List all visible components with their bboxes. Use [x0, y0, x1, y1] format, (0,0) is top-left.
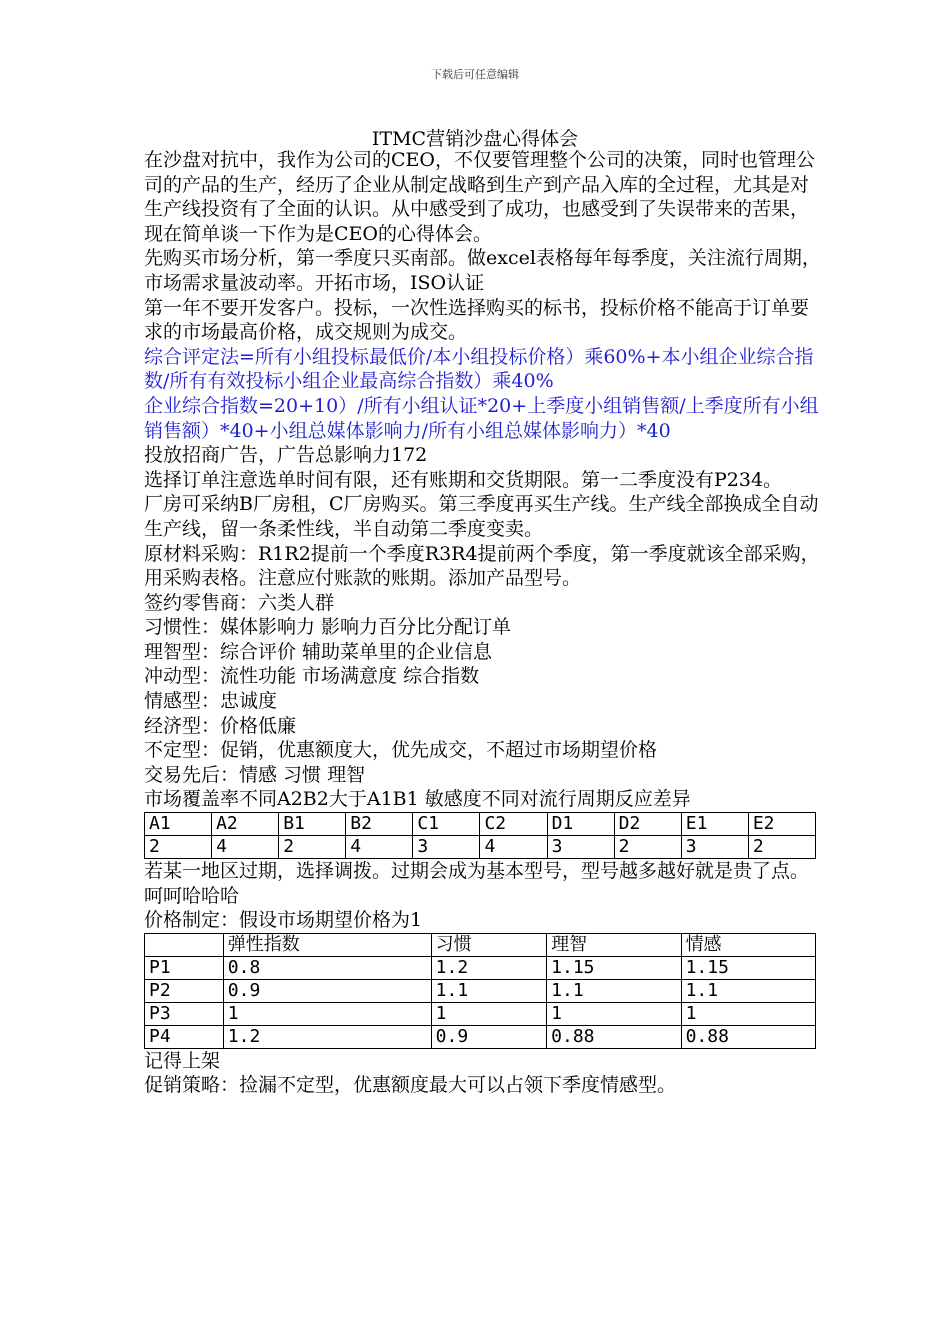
table-cell: 0.9	[431, 1025, 547, 1048]
table-cell: B1	[279, 813, 346, 836]
paragraph: 若某一地区过期，选择调拨。过期会成为基本型号，型号越多越好就是贵了点。呵呵哈哈哈	[144, 860, 810, 907]
table-cell: 2	[614, 836, 681, 859]
paragraph: 价格制定：假设市场期望价格为1	[144, 909, 423, 932]
table-cell: E1	[681, 813, 748, 836]
table-cell: 1.1	[681, 979, 815, 1002]
table-cell: 习惯	[431, 933, 547, 956]
table-cell: 1.2	[431, 956, 547, 979]
table-cell: 0.88	[547, 1025, 681, 1048]
market-coverage-table	[144, 812, 816, 859]
table-row	[145, 836, 816, 859]
table-cell: 2	[279, 836, 346, 859]
table-cell: 1	[547, 1002, 681, 1025]
table-cell: D1	[547, 813, 614, 836]
table-cell: 1.15	[547, 956, 681, 979]
table-cell: 2	[145, 836, 212, 859]
table-cell: 0.8	[223, 956, 431, 979]
table-cell: 1	[681, 1002, 815, 1025]
table-cell: 弹性指数	[223, 933, 431, 956]
table-row	[145, 933, 816, 956]
paragraph: 记得上架	[144, 1049, 221, 1072]
paragraph: 选择订单注意选单时间有限，还有账期和交货期限。第一二季度没有P234。	[144, 468, 783, 491]
formula-paragraph: 企业综合指数=20+10）/所有小组认证*20+上季度小组销售额/上季度所有小组销售额）*40+小组总媒体影响力/所有小组总媒体影响力）*40	[144, 394, 819, 442]
table-cell: A2	[212, 813, 279, 836]
table-cell: 3	[681, 836, 748, 859]
paragraph: 厂房可采纳B厂房租，C厂房购买。第三季度再买生产线。生产线全部换成全自动生产线，留一条柔性线，半自动第二季度变卖。	[144, 493, 819, 540]
table-cell: 0.88	[681, 1025, 815, 1048]
table-cell: 4	[346, 836, 413, 859]
paragraph: 交易先后：情感 习惯 理智	[144, 763, 366, 786]
table-cell: P2	[145, 979, 224, 1002]
paragraph: 经济型：价格低廉	[144, 714, 297, 737]
table-cell: 理智	[547, 933, 681, 956]
table-cell: E2	[748, 813, 815, 836]
table-cell: A1	[145, 813, 212, 836]
table-cell: B2	[346, 813, 413, 836]
table-cell: 情感	[681, 933, 815, 956]
table-row	[145, 956, 816, 979]
document-title: ITMC营销沙盘心得体会	[371, 128, 579, 150]
paragraph: 不定型：促销，优惠额度大，优先成交，不超过市场期望价格	[144, 739, 658, 762]
table-row	[145, 979, 816, 1002]
paragraph: 理智型：综合评价 辅助菜单里的企业信息	[144, 640, 493, 663]
table-cell: 1.1	[547, 979, 681, 1002]
table-cell: D2	[614, 813, 681, 836]
paragraph: 促销策略：捡漏不定型，优惠额度最大可以占领下季度情感型。	[144, 1074, 677, 1097]
paragraph: 原材料采购：R1R2提前一个季度R3R4提前两个季度，第一季度就该全部采购，用采购表格。注意应付账款的账期。添加产品型号。	[144, 542, 820, 590]
formula-paragraph: 综合评定法=所有小组投标最低价/本小组投标价格）乘60%+本小组企业综合指数/所有有效投标小组企业最高综合指数）乘40%	[144, 345, 814, 393]
paragraph: 冲动型：流性功能 市场满意度 综合指数	[144, 665, 480, 688]
intro-paragraph: 在沙盘对抗中，我作为公司的CEO，不仅要管理整个公司的决策，同时也管理公司的产品的生产，经历了企业从制定战略到生产到产品入库的全过程，尤其是对生产线投资有了全面的认识。从中感受到了成功，也感受到了失误带来的苦果，现在简单谈一下作为是CEO的心得体会。	[144, 149, 815, 245]
paragraph: 先购买市场分析，第一季度只买南部。做excel表格每年每季度，关注流行周期，市场需求量波动率。开拓市场，ISO认证	[144, 247, 821, 294]
table-cell: 1.1	[431, 979, 547, 1002]
table-row	[145, 1025, 816, 1048]
table-cell: C2	[480, 813, 547, 836]
table-cell	[145, 933, 224, 956]
page-header: 下载后可任意编辑	[431, 68, 519, 81]
table-cell: 1.2	[223, 1025, 431, 1048]
paragraph: 投放招商广告，广告总影响力172	[144, 444, 428, 467]
table-cell: 3	[413, 836, 480, 859]
table-cell: 2	[748, 836, 815, 859]
table-cell: C1	[413, 813, 480, 836]
table-cell: 1	[223, 1002, 431, 1025]
price-table	[144, 933, 816, 1049]
table-cell: 0.9	[223, 979, 431, 1002]
table-cell: P1	[145, 956, 224, 979]
table-cell: 4	[212, 836, 279, 859]
paragraph: 习惯性：媒体影响力 影响力百分比分配订单	[144, 616, 512, 639]
document-body	[144, 148, 824, 1098]
paragraph: 市场覆盖率不同A2B2大于A1B1 敏感度不同对流行周期反应差异	[144, 788, 691, 811]
table-cell: 4	[480, 836, 547, 859]
table-cell: 3	[547, 836, 614, 859]
table-cell: P3	[145, 1002, 224, 1025]
paragraph: 第一年不要开发客户。投标，一次性选择购买的标书，投标价格不能高于订单要求的市场最高价格，成交规则为成交。	[144, 296, 810, 344]
table-row	[145, 813, 816, 836]
table-cell: 1	[431, 1002, 547, 1025]
paragraph: 签约零售商：六类人群	[144, 591, 335, 614]
paragraph: 情感型：忠诚度	[144, 690, 278, 713]
table-cell: 1.15	[681, 956, 815, 979]
table-row	[145, 1002, 816, 1025]
table-cell: P4	[145, 1025, 224, 1048]
